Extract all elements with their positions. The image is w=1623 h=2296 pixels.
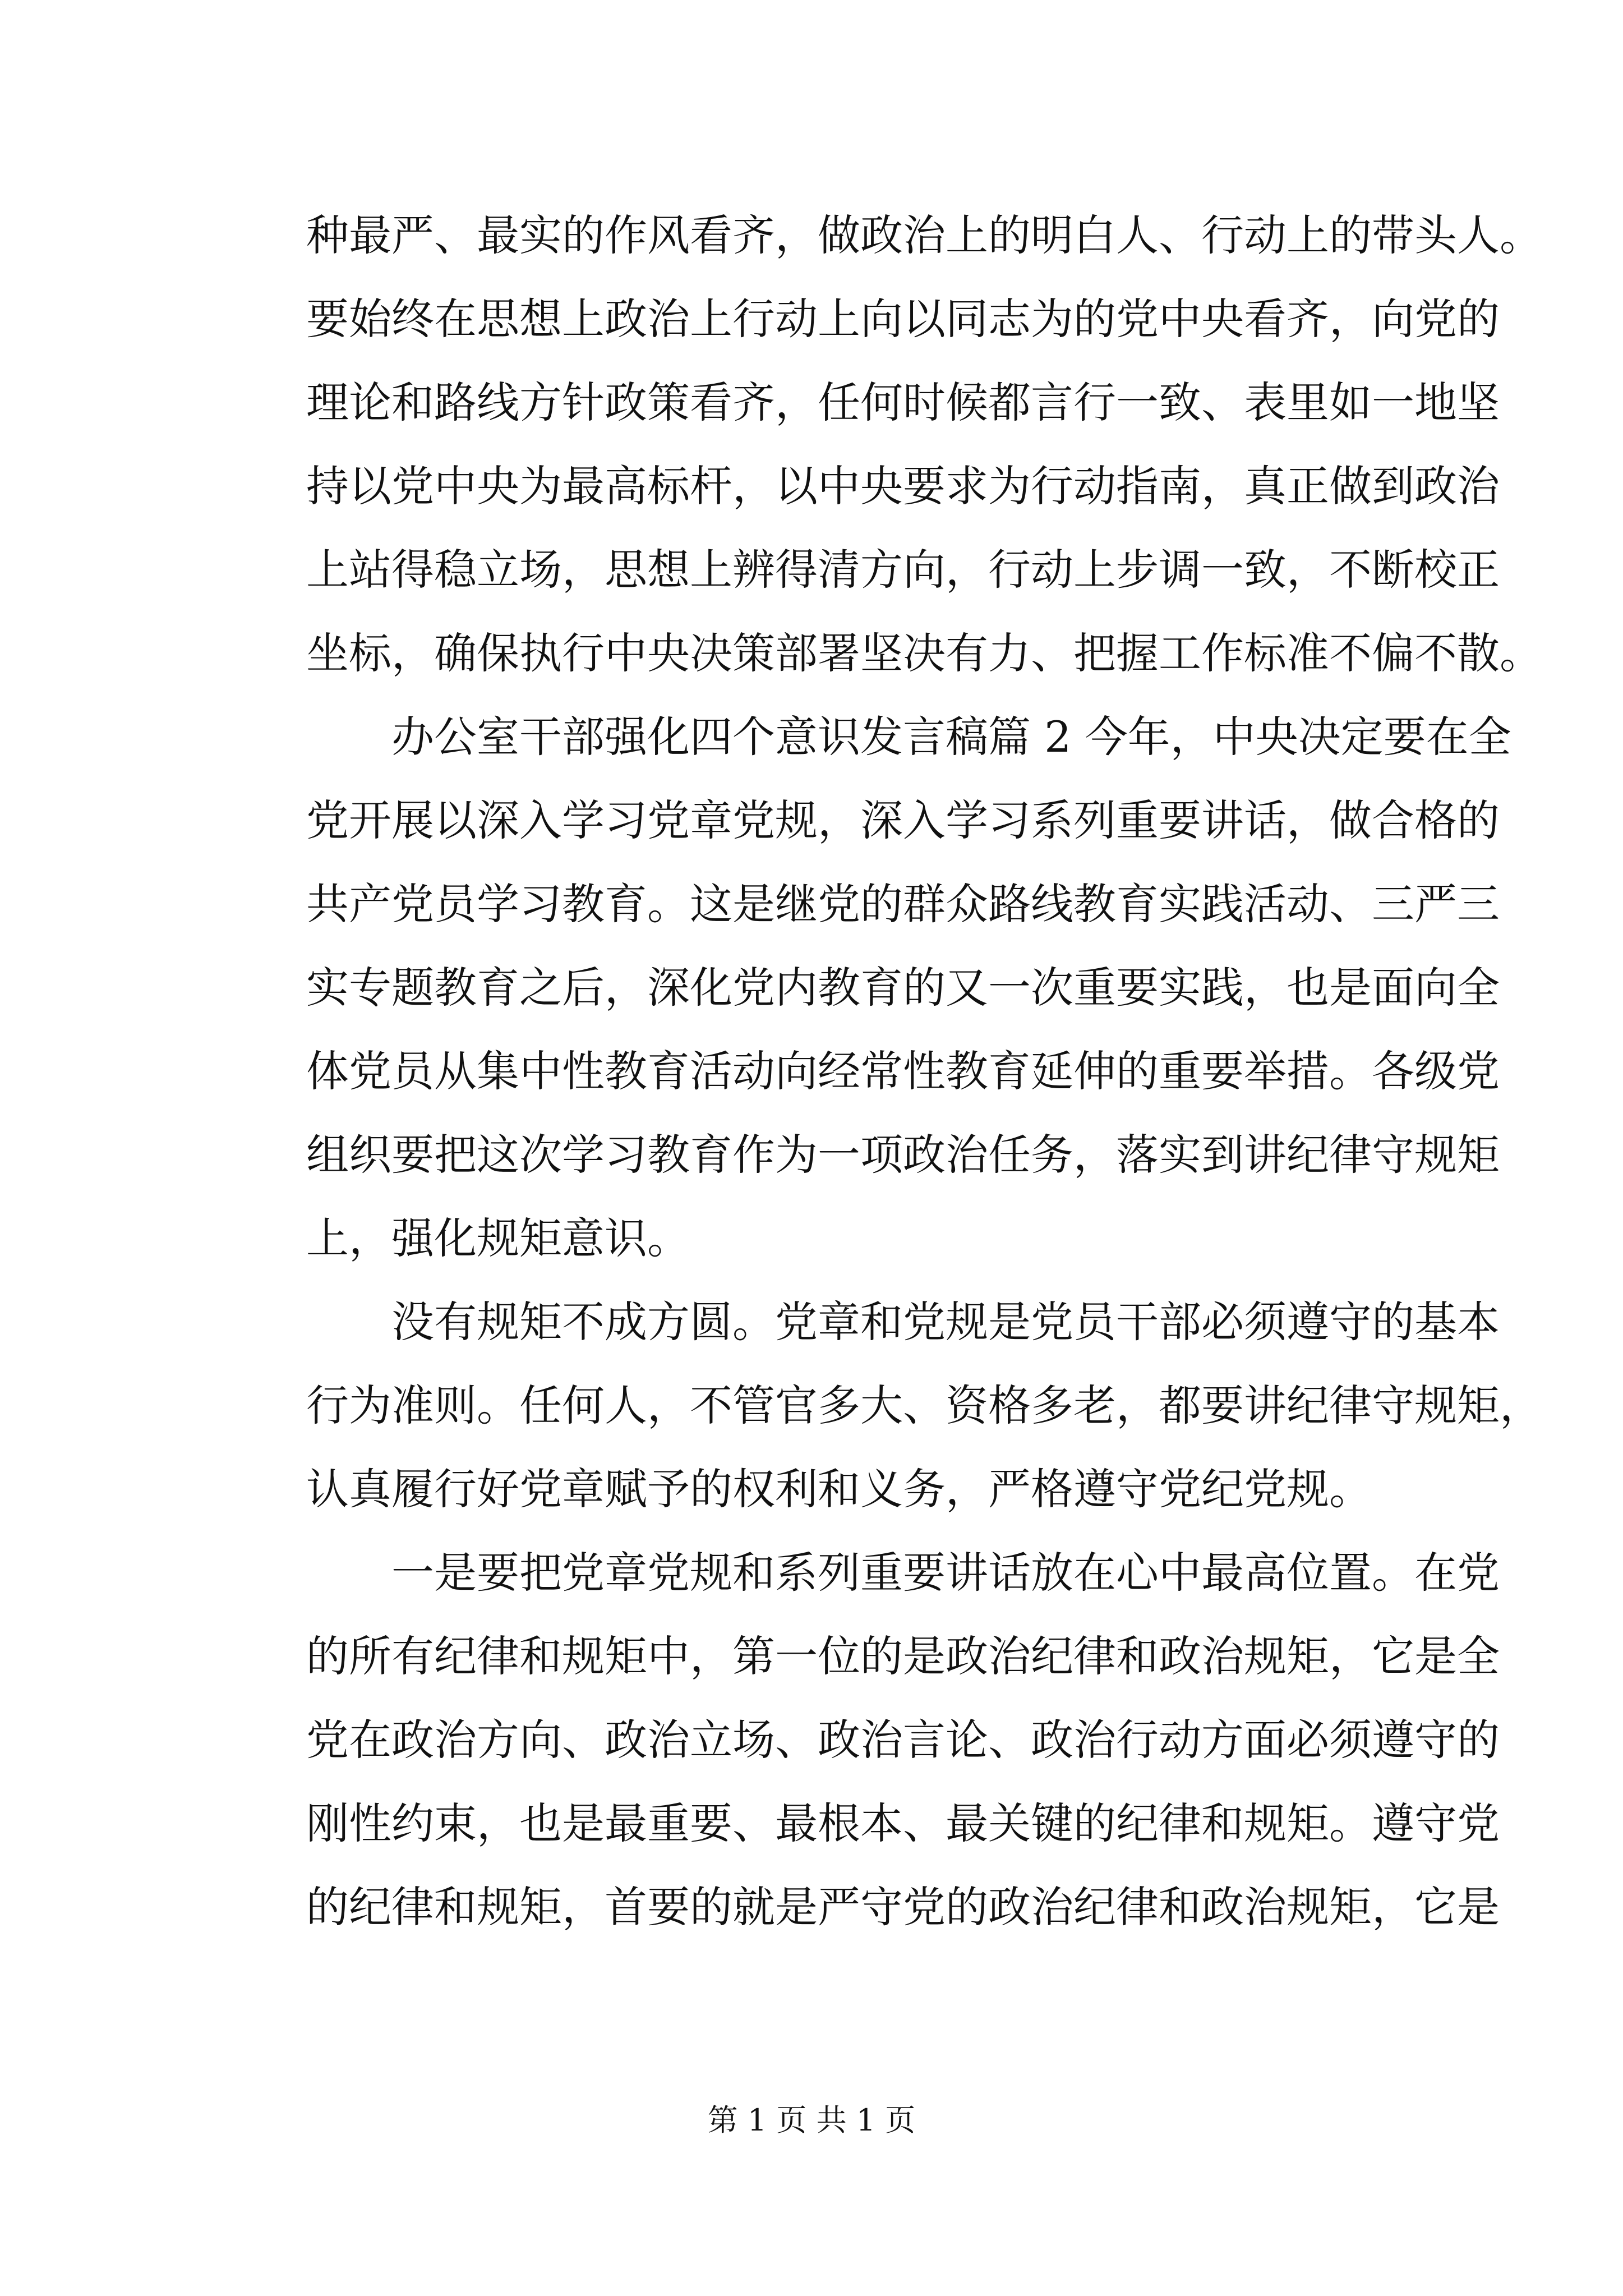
- text-line: 体党员从集中性教育活动向经常性教育延伸的重要举措。各级党: [306, 1046, 1500, 1096]
- text-line: 共产党员学习教育。这是继党的群众路线教育实践活动、三严三: [306, 879, 1500, 929]
- text-line: 理论和路线方针政策看齐，任何时候都言行一致、表里如一地坚: [306, 378, 1500, 427]
- text-line: 实专题教育之后，深化党内教育的又一次重要实践，也是面向全: [306, 963, 1500, 1013]
- document-body: [306, 194, 1542, 1949]
- text-line: 组织要把这次学习教育作为一项政治任务，落实到讲纪律守规矩: [306, 1130, 1500, 1180]
- text-line: 的纪律和规矩，首要的就是严守党的政治纪律和政治规矩，它是: [306, 1882, 1500, 1932]
- text-line: 的所有纪律和规矩中，第一位的是政治纪律和政治规矩，它是全: [306, 1631, 1500, 1681]
- text-line: 上站得稳立场，思想上辨得清方向，行动上步调一致，不断校正: [306, 545, 1500, 595]
- page-footer: 第 1 页 共 1 页: [707, 2102, 916, 2138]
- text-line: 行为准则。任何人，不管官多大、资格多老，都要讲纪律守规矩，: [306, 1381, 1542, 1430]
- text-line: 持以党中央为最高标杆，以中央要求为行动指南，真正做到政治: [306, 461, 1500, 511]
- paragraph-first-line: 一是要把党章党规和系列重要讲话放在心中最高位置。在党: [391, 1548, 1500, 1598]
- text-line: 党开展以深入学习党章党规，深入学习系列重要讲话，做合格的: [306, 795, 1500, 845]
- paragraph-first-line: 办公室干部强化四个意识发言稿篇 2 今年，中央决定要在全: [391, 712, 1511, 762]
- paragraph-first-line: 没有规矩不成方圆。党章和党规是党员干部必须遵守的基本: [391, 1297, 1500, 1347]
- text-line: 认真履行好党章赋予的权利和义务，严格遵守党纪党规。: [306, 1464, 1372, 1514]
- text-line: 种最严、最实的作风看齐，做政治上的明白人、行动上的带头人。: [306, 210, 1542, 260]
- text-line: 要始终在思想上政治上行动上向以同志为的党中央看齐，向党的: [306, 294, 1500, 344]
- text-line: 党在政治方向、政治立场、政治言论、政治行动方面必须遵守的: [306, 1715, 1500, 1765]
- text-line: 上，强化规矩意识。: [306, 1213, 690, 1263]
- text-line: 坐标，确保执行中央决策部署坚决有力、把握工作标准不偏不散。: [306, 628, 1542, 678]
- text-line: 刚性约束，也是最重要、最根本、最关键的纪律和规矩。遵守党: [306, 1798, 1500, 1848]
